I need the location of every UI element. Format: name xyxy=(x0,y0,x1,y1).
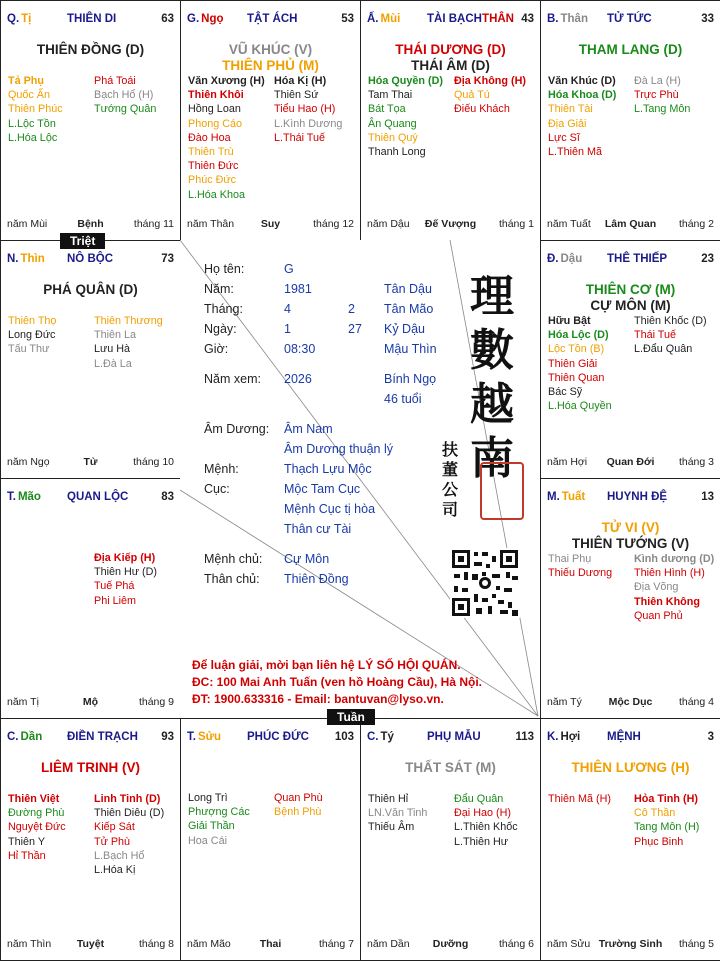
palace-stage: Tử xyxy=(83,456,98,468)
palace-name: TỬ TỨC xyxy=(607,13,652,25)
palace-chi: Tuất xyxy=(561,491,586,503)
palace-name: PHỤ MẪU xyxy=(427,731,481,743)
minor-star: Phi Liêm xyxy=(94,594,137,607)
minor-star: Thái Tuế xyxy=(634,329,677,342)
right-star-column xyxy=(274,791,323,819)
palace-year: năm Thìn xyxy=(7,938,52,950)
minor-star: Thiên Quý xyxy=(368,131,418,144)
main-star: CỰ MÔN (M) xyxy=(590,298,671,313)
minor-star: Thai Phụ xyxy=(548,553,592,565)
minor-star: Hồng Loan xyxy=(188,103,241,116)
label-menhchu: Mệnh chủ: xyxy=(204,552,263,566)
minor-star: Thiên La xyxy=(94,329,137,342)
minor-star: Hữu Bật xyxy=(548,315,591,327)
minor-star: Thiên Sứ xyxy=(274,89,319,102)
minor-star: Hóa Kị (H) xyxy=(274,75,327,87)
palace-header xyxy=(7,13,174,29)
palace-name: NÔ BỘC xyxy=(67,253,113,265)
palace-age: 103 xyxy=(334,731,354,743)
palace-header xyxy=(7,731,174,747)
minor-star: Đào Hoa xyxy=(188,131,231,144)
palace-age: 113 xyxy=(515,731,534,743)
minor-star: L.Đẩu Quân xyxy=(634,343,693,356)
palace-tuat[interactable] xyxy=(540,478,720,719)
palace-stage: Lâm Quan xyxy=(604,218,657,230)
palace-footer xyxy=(187,218,354,232)
minor-star: Quan Phủ xyxy=(634,609,683,622)
palace-footer xyxy=(7,938,174,952)
contact-line-3: ĐT: 1900.633316 - Email: bantuvan@lyso.vn. xyxy=(192,692,444,706)
main-star: LIÊM TRINH (V) xyxy=(41,760,140,775)
main-star: THIÊN ĐỒNG (D) xyxy=(36,42,145,57)
minor-star: Đường Phù xyxy=(8,807,65,820)
palace-dan[interactable] xyxy=(0,718,181,961)
palace-footer xyxy=(7,696,174,710)
palace-hoi[interactable] xyxy=(540,718,720,961)
main-star: VŨ KHÚC (V) xyxy=(228,42,313,57)
palace-stage: Trường Sinh xyxy=(598,938,663,950)
value-hour: 08:30 xyxy=(284,342,316,356)
right-star-column xyxy=(94,792,164,877)
center-info-panel xyxy=(180,240,540,718)
palace-header xyxy=(7,253,174,269)
value-amduong: Âm Nam xyxy=(284,422,333,436)
palace-header xyxy=(547,491,714,507)
minor-star: Phượng Các xyxy=(188,806,250,819)
minor-star: Tấu Thư xyxy=(8,343,50,356)
value-thanchu: Thiên Đồng xyxy=(284,572,349,586)
value-name: G xyxy=(284,262,294,276)
right-star-column xyxy=(274,74,342,145)
minor-star: Đại Hao (H) xyxy=(454,807,511,820)
label-cuc: Cục: xyxy=(204,482,230,496)
palace-name: ĐIỀN TRẠCH xyxy=(67,731,138,743)
value-menh: Thạch Lựu Mộc xyxy=(284,462,372,476)
minor-star: Hỉ Thần xyxy=(8,849,46,862)
right-star-column xyxy=(94,74,156,117)
minor-star: Thiên Thương xyxy=(94,315,163,327)
palace-chi: Thìn xyxy=(20,253,45,265)
palace-chi: Mão xyxy=(17,491,41,503)
right-star-column xyxy=(634,792,699,849)
minor-star: Kình dương (D) xyxy=(634,553,715,565)
palace-name: MỆNH xyxy=(607,731,641,743)
minor-star: Thanh Long xyxy=(368,146,426,159)
minor-star: L.Hóa Lộc xyxy=(8,131,58,144)
minor-star: Thiên Khốc (D) xyxy=(634,315,707,327)
palace-dau[interactable] xyxy=(540,240,720,479)
main-star: THIÊN LƯƠNG (H) xyxy=(571,760,690,775)
minor-star: Thiên Diêu (D) xyxy=(94,807,165,820)
triet-tag: Triệt xyxy=(60,233,105,249)
minor-star: Hóa Khoa (D) xyxy=(548,89,617,102)
palace-header xyxy=(187,731,354,747)
minor-star: Kiếp Sát xyxy=(94,821,135,834)
palace-name: THÊ THIẾP xyxy=(607,253,668,265)
minor-star: Tướng Quân xyxy=(94,103,157,116)
minor-star: Lưu Hà xyxy=(94,343,131,356)
minor-star: Lực Sĩ xyxy=(548,131,580,144)
minor-star: Trực Phù xyxy=(634,89,679,102)
palace-age: 93 xyxy=(161,731,174,743)
minor-star: Thiên Thọ xyxy=(8,315,57,327)
minor-star: Thiếu Dương xyxy=(548,567,613,580)
minor-star: LN.Văn Tinh xyxy=(368,807,428,820)
palace-month: tháng 9 xyxy=(138,696,174,708)
label-thanchu: Thân chủ: xyxy=(204,572,260,586)
minor-star: L.Kình Dương xyxy=(274,117,343,130)
minor-star: L.Thiên Hư xyxy=(454,835,509,848)
minor-star: Thiên Hỉ xyxy=(368,793,409,805)
minor-star: L.Lộc Tồn xyxy=(8,117,56,130)
palace-age: 63 xyxy=(161,13,174,25)
palace-can: Đ. xyxy=(547,253,559,265)
minor-star: Đà La (H) xyxy=(634,75,681,87)
value-amduong2: Âm Dương thuận lý xyxy=(284,442,393,456)
palace-footer xyxy=(547,456,714,470)
minor-star: Linh Tinh (D) xyxy=(94,793,161,805)
minor-star: Tử Phù xyxy=(94,835,131,848)
minor-star: Hỏa Tinh (H) xyxy=(634,793,698,805)
palace-can: C. xyxy=(7,731,19,743)
palace-year: năm Tuất xyxy=(547,218,591,230)
minor-star: Phá Toái xyxy=(94,75,136,87)
left-star-column xyxy=(188,791,250,848)
minor-star: Hoa Cái xyxy=(188,834,228,847)
value-cuc3: Thân cư Tài xyxy=(284,522,352,536)
minor-star: Đẩu Quân xyxy=(454,793,504,805)
calligraphy-small: 扶董公司 xyxy=(442,440,459,519)
palace-year: năm Ngọ xyxy=(7,456,50,468)
left-star-column xyxy=(368,792,427,835)
qr-code-icon xyxy=(450,548,520,618)
palace-header xyxy=(547,731,714,747)
left-star-column xyxy=(548,792,611,806)
palace-month: tháng 2 xyxy=(678,218,714,230)
palace-header xyxy=(187,13,354,29)
label-month: Tháng: xyxy=(204,302,243,316)
palace-can: Ấ. xyxy=(367,13,379,25)
palace-year: năm Dần xyxy=(367,938,410,950)
minor-star: Bệnh Phù xyxy=(274,806,322,819)
minor-star: L.Thái Tuế xyxy=(274,131,326,144)
palace-month: tháng 5 xyxy=(678,938,714,950)
main-star: THIÊN PHỦ (M) xyxy=(222,58,319,73)
palace-month: tháng 8 xyxy=(138,938,174,950)
minor-star: Quốc Ấn xyxy=(8,89,51,102)
palace-stage: Quan Đới xyxy=(606,456,655,468)
minor-star: Thiên Khôi xyxy=(188,89,244,102)
left-star-column xyxy=(548,74,616,159)
label-view-year: Năm xem: xyxy=(204,372,261,386)
palace-can: T. xyxy=(187,731,196,743)
palace-mao[interactable] xyxy=(0,478,181,719)
palace-stage: Mộc Dục xyxy=(608,696,653,708)
minor-star: Long Trì xyxy=(188,792,228,804)
value-cuc2: Mệnh Cục tị hòa xyxy=(284,502,376,516)
value-year: 1981 xyxy=(284,282,312,296)
right-star-column xyxy=(94,551,157,608)
palace-chi: Sửu xyxy=(197,731,221,743)
left-star-column xyxy=(8,74,63,145)
minor-star: Tiểu Hao (H) xyxy=(274,103,336,116)
value-day-lunar: 27 xyxy=(348,322,362,336)
palace-name: TẬT ÁCH xyxy=(247,13,298,25)
palace-month: tháng 3 xyxy=(678,456,714,468)
minor-star: Thiên Y xyxy=(8,835,46,848)
palace-header xyxy=(367,13,534,29)
red-seal xyxy=(480,462,524,520)
left-star-column xyxy=(8,314,56,357)
palace-chi: Thân xyxy=(560,13,588,25)
main-star: THIÊN CƠ (M) xyxy=(585,282,676,297)
palace-can: Q. xyxy=(7,13,20,25)
palace-name: QUAN LỘC xyxy=(67,491,129,503)
palace-thin[interactable] xyxy=(0,240,181,479)
minor-star: L.Thiên Mã xyxy=(548,146,603,159)
minor-star: Thiên Không xyxy=(634,595,700,608)
label-menh: Mệnh: xyxy=(204,462,239,476)
minor-star: Thiên Hình (H) xyxy=(634,567,705,580)
palace-month: tháng 11 xyxy=(133,218,174,230)
palace-year: năm Mùi xyxy=(7,218,48,230)
minor-star: L.Bạch Hổ xyxy=(94,849,145,862)
minor-star: Thiên Việt xyxy=(8,793,60,805)
minor-star: Giải Thần xyxy=(188,820,235,833)
palace-stage: Suy xyxy=(260,218,281,230)
palace-mui[interactable] xyxy=(360,0,541,241)
minor-star: Văn Khúc (D) xyxy=(548,75,616,87)
palace-header xyxy=(7,491,174,507)
main-star: PHÁ QUÂN (D) xyxy=(43,282,138,297)
minor-star: Địa Kiếp (H) xyxy=(94,552,156,564)
minor-star: Hóa Lộc (D) xyxy=(548,329,609,342)
palace-chi: Ngọ xyxy=(201,13,224,25)
palace-can: T. xyxy=(7,491,16,503)
contact-line-1: Để luận giải, mời bạn liên hệ LÝ SỐ HỘI QUÁN. xyxy=(192,658,461,672)
minor-star: L.Hóa Khoa xyxy=(188,188,246,201)
right-star-column xyxy=(634,552,714,623)
value-age: 46 tuổi xyxy=(384,392,422,406)
palace-stage: Thai xyxy=(259,938,282,950)
minor-star: Thiên Giải xyxy=(548,357,598,370)
palace-header xyxy=(367,731,534,747)
minor-star: Bát Tọa xyxy=(368,103,406,116)
palace-stage: Mộ xyxy=(82,696,99,708)
palace-can: G. xyxy=(187,13,200,25)
palace-month: tháng 1 xyxy=(498,218,534,230)
minor-star: Thiếu Âm xyxy=(368,821,415,834)
value-month-lunar: 2 xyxy=(348,302,355,316)
minor-star: Tang Môn (H) xyxy=(634,821,700,834)
right-star-column xyxy=(634,74,690,117)
palace-year: năm Sửu xyxy=(547,938,591,950)
palace-footer xyxy=(547,696,714,710)
palace-can: B. xyxy=(547,13,559,25)
value-menhchu: Cự Môn xyxy=(284,552,330,566)
minor-star: L.Thiên Khốc xyxy=(454,821,518,834)
palace-chi: Mùi xyxy=(380,13,401,25)
palace-month: tháng 7 xyxy=(318,938,354,950)
minor-star: Cô Thần xyxy=(634,807,676,820)
palace-name: TÀI BẠCH xyxy=(427,13,482,25)
label-day: Ngày: xyxy=(204,322,237,336)
main-star: TỬ VI (V) xyxy=(601,520,660,535)
left-star-column xyxy=(188,74,265,202)
palace-chi: Dậu xyxy=(560,253,583,265)
palace-age: 73 xyxy=(161,253,174,265)
minor-star: Thiên Phúc xyxy=(8,103,63,116)
minor-star: Địa Không (H) xyxy=(454,75,526,87)
value-day-canchi: Kỷ Dậu xyxy=(384,322,425,336)
value-day: 1 xyxy=(284,322,291,336)
palace-age: 43 xyxy=(521,13,534,25)
minor-star: Phong Cáo xyxy=(188,117,243,130)
calligraphy-text: 理數越南 xyxy=(470,271,514,484)
value-year-canchi: Tân Dậu xyxy=(384,282,432,296)
palace-chi: Tị xyxy=(21,13,32,25)
value-month: 4 xyxy=(284,302,291,316)
minor-star: Thiên Mã (H) xyxy=(548,793,611,805)
minor-star: Nguyệt Đức xyxy=(8,821,66,834)
minor-star: Điếu Khách xyxy=(454,103,510,116)
minor-star: Phúc Đức xyxy=(188,174,237,187)
minor-star: L.Hóa Kị xyxy=(94,864,136,877)
palace-ty[interactable] xyxy=(360,718,541,961)
left-star-column xyxy=(8,792,66,863)
palace-chi: Tý xyxy=(380,731,394,743)
right-star-column xyxy=(94,314,163,371)
right-star-column xyxy=(454,792,518,849)
minor-star: Quan Phù xyxy=(274,792,323,804)
value-view-year: 2026 xyxy=(284,372,312,386)
palace-year: năm Dậu xyxy=(367,218,410,230)
palace-can: N. xyxy=(7,253,19,265)
main-star: THIÊN TƯỚNG (V) xyxy=(571,536,690,551)
palace-can: M. xyxy=(547,491,560,503)
palace-ngo[interactable] xyxy=(180,0,361,241)
minor-star: L.Đà La xyxy=(94,357,132,370)
palace-name: HUYNH ĐỆ xyxy=(607,491,668,503)
minor-star: Bác Sỹ xyxy=(548,386,583,399)
palace-chi: Hợi xyxy=(560,731,581,743)
palace-month: tháng 4 xyxy=(678,696,714,708)
palace-year: năm Tý xyxy=(547,696,582,708)
palace-age: 13 xyxy=(701,491,714,503)
minor-star: Phục Binh xyxy=(634,835,684,848)
palace-month: tháng 10 xyxy=(133,456,174,468)
value-view-canchi: Bính Ngọ xyxy=(384,372,437,386)
palace-age: 3 xyxy=(707,731,714,743)
palace-month: tháng 12 xyxy=(313,218,354,230)
palace-stage: Dưỡng xyxy=(432,938,469,950)
palace-footer xyxy=(547,218,714,232)
tuan-tag: Tuần xyxy=(327,709,375,725)
palace-month: tháng 6 xyxy=(498,938,534,950)
palace-footer xyxy=(187,938,354,952)
palace-suu[interactable] xyxy=(180,718,361,961)
palace-age: 23 xyxy=(701,253,714,265)
main-star: THAM LANG (D) xyxy=(578,42,683,57)
minor-star: Văn Xương (H) xyxy=(188,75,265,87)
minor-star: Thiên Quan xyxy=(548,371,605,384)
palace-ti[interactable] xyxy=(0,0,181,241)
minor-star: Quả Tú xyxy=(454,89,490,102)
palace-footer xyxy=(547,938,714,952)
main-star: THÁI DƯƠNG (D) xyxy=(395,42,506,57)
left-star-column xyxy=(548,552,612,580)
label-year: Năm: xyxy=(204,282,234,296)
palace-chi: Dần xyxy=(20,731,43,743)
palace-age: 33 xyxy=(701,13,714,25)
palace-footer xyxy=(7,218,174,232)
minor-star: Ân Quang xyxy=(368,117,417,130)
palace-age: 83 xyxy=(161,491,174,503)
minor-star: Hóa Quyền (D) xyxy=(368,75,443,87)
minor-star: Thiên Trù xyxy=(188,146,234,159)
palace-stage: Bệnh xyxy=(77,218,104,230)
minor-star: Địa Võng xyxy=(634,581,679,594)
palace-year: năm Tị xyxy=(7,696,39,708)
palace-can: C. xyxy=(367,731,379,743)
minor-star: Lộc Tồn (B) xyxy=(548,343,605,356)
contact-line-2: ĐC: 100 Mai Anh Tuấn (ven hồ Hoàng Cầu), Hà Nội. xyxy=(192,675,483,689)
palace-age: 53 xyxy=(341,13,354,25)
value-hour-canchi: Mậu Thìn xyxy=(384,342,437,356)
minor-star: Thiên Tài xyxy=(548,103,593,116)
left-star-column xyxy=(548,314,612,413)
value-cuc: Mộc Tam Cục xyxy=(284,482,361,496)
palace-year: năm Hợi xyxy=(547,456,588,468)
palace-stage: Đế Vượng xyxy=(424,218,477,230)
palace-header xyxy=(547,253,714,269)
minor-star: Long Đức xyxy=(8,329,56,342)
palace-than[interactable] xyxy=(540,0,720,241)
palace-year: năm Mão xyxy=(187,938,231,950)
minor-star: Tam Thai xyxy=(368,89,413,102)
right-star-column xyxy=(634,314,707,357)
value-month-canchi: Tân Mão xyxy=(384,302,434,316)
right-star-column xyxy=(454,74,526,117)
palace-year: năm Thân xyxy=(187,218,235,230)
palace-can: K. xyxy=(547,731,559,743)
minor-star: Địa Giải xyxy=(548,117,587,130)
main-star: THẤT SÁT (M) xyxy=(405,760,496,775)
label-name: Họ tên: xyxy=(204,262,245,276)
palace-footer xyxy=(367,218,534,232)
palace-footer xyxy=(367,938,534,952)
palace-extra: THÂN xyxy=(482,13,514,25)
palace-name: THIÊN DI xyxy=(67,13,117,25)
minor-star: Bạch Hổ (H) xyxy=(94,89,154,102)
minor-star: Tuế Phá xyxy=(94,580,135,593)
minor-star: Thiên Đức xyxy=(188,160,239,173)
label-hour: Giờ: xyxy=(204,342,229,356)
main-star: THÁI ÂM (D) xyxy=(411,58,490,73)
palace-stage: Tuyệt xyxy=(76,938,105,950)
minor-star: L.Hóa Quyền xyxy=(548,400,612,413)
label-amduong: Âm Dương: xyxy=(204,422,270,436)
minor-star: Thiên Hư (D) xyxy=(94,566,158,579)
left-star-column xyxy=(368,74,443,159)
palace-header xyxy=(547,13,714,29)
minor-star: L.Tang Môn xyxy=(634,103,691,116)
palace-name: PHÚC ĐỨC xyxy=(247,731,309,743)
palace-footer xyxy=(7,456,174,470)
minor-star: Tả Phụ xyxy=(8,75,44,87)
